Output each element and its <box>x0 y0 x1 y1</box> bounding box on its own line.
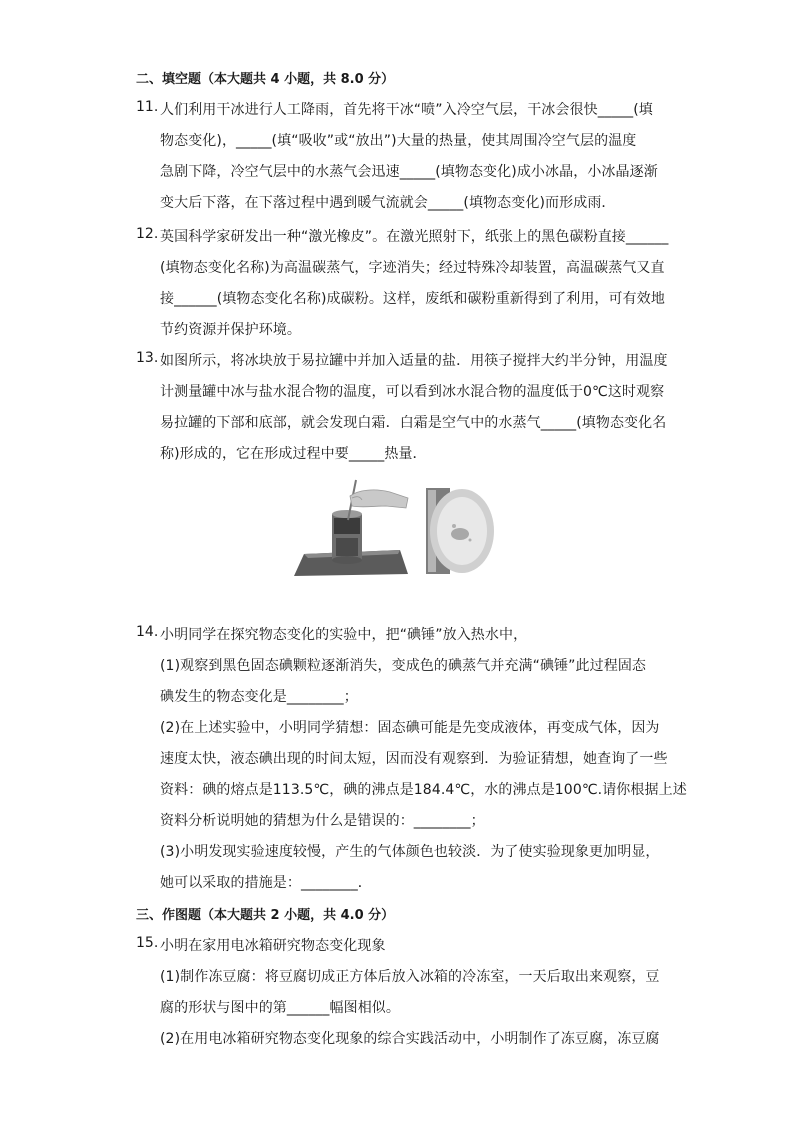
q11-line-4: 变大后下落，在下落过程中遇到暖气流就会_____(填物态变化)而形成雨． <box>160 195 616 211</box>
question-number-12: 12. <box>136 226 159 242</box>
question-number-11: 11. <box>136 99 159 115</box>
q14-line-7: 资料分析说明她的猜想为什么是错误的：________； <box>160 813 485 829</box>
q14-line-8: (3)小明发现实验速度较慢，产生的气体颜色也较淡．为了使实验现象更加明显， <box>160 844 660 860</box>
q14-line-3: 碘发生的物态变化是________； <box>160 689 358 705</box>
question-number-13: 13. <box>136 350 159 366</box>
q11-line-1: 人们利用干冰进行人工降雨，首先将干冰“喷”入冷空气层，干冰会很快_____(填 <box>160 102 653 118</box>
section-heading-fill-blank: 二、填空题（本大题共 4 小题，共 8.0 分） <box>136 72 395 87</box>
q13-line-1: 如图所示，将冰块放于易拉罐中并加入适量的盐．用筷子搅拌大约半分钟，用温度 <box>160 353 668 369</box>
q12-line-3: 接______(填物态变化名称)成碳粉。这样，废纸和碳粉重新得到了利用，可有效地 <box>160 291 665 307</box>
q15-line-4: (2)在用电冰箱研究物态变化现象的综合实践活动中，小明制作了冻豆腐，冻豆腐 <box>160 1031 660 1047</box>
q14-line-6: 资料：碘的熔点是113.5℃，碘的沸点是184.4℃，水的沸点是100℃.请你根据上述 <box>160 782 687 798</box>
stirring-can-photo <box>294 480 408 576</box>
q13-line-4: 称)形成的，它在形成过程中要_____热量． <box>160 446 427 462</box>
q14-line-5: 速度太快，液态碘出现的时间太短，因而没有观察到．为验证猜想，她查询了一些 <box>160 751 668 767</box>
q11-line-3: 急剧下降，冷空气层中的水蒸气会迅速_____(填物态变化)成小冰晶，小冰晶逐渐 <box>160 164 658 180</box>
q11-line-2: 物态变化)，_____(填“吸收”或“放出”)大量的热量，使其周围冷空气层的温度 <box>160 133 637 149</box>
q14-line-4: (2)在上述实验中，小明同学猜想：固态碘可能是先变成液体，再变成气体，因为 <box>160 720 660 736</box>
question-number-15: 15. <box>136 935 159 951</box>
q12-line-2: (填物态变化名称)为高温碳蒸气，字迹消失；经过特殊冷却装置，高温碳蒸气又直 <box>160 260 665 276</box>
frosted-can-bottom-photo <box>420 486 498 574</box>
q15-line-1: 小明在家用电冰箱研究物态变化现象 <box>160 938 386 954</box>
q12-line-4: 节约资源并保护环境。 <box>160 322 301 338</box>
q14-line-1: 小明同学在探究物态变化的实验中，把“碘锤”放入热水中， <box>160 627 528 643</box>
q12-line-1: 英国科学家研发出一种“激光橡皮”。在激光照射下，纸张上的黑色碳粉直接______ <box>160 229 669 245</box>
q15-line-3: 腐的形状与图中的第______幅图相似。 <box>160 1000 400 1016</box>
q13-line-3: 易拉罐的下部和底部，就会发现白霜．白霜是空气中的水蒸气_____(填物态变化名 <box>160 415 667 431</box>
q15-line-2: (1)制作冻豆腐：将豆腐切成正方体后放入冰箱的冷冻室，一天后取出来观察，豆 <box>160 969 660 985</box>
q14-line-2: (1)观察到黑色固态碘颗粒逐渐消失，变成色的碘蒸气并充满“碘锤”此过程固态 <box>160 658 647 674</box>
question-number-14: 14. <box>136 624 159 640</box>
q13-line-2: 计测量罐中冰与盐水混合物的温度，可以看到冰水混合物的温度低于0℃这时观察 <box>160 384 665 400</box>
q13-figure <box>290 478 500 580</box>
section-heading-drawing: 三、作图题（本大题共 2 小题，共 4.0 分） <box>136 908 395 923</box>
q14-line-9: 她可以采取的措施是：________． <box>160 875 372 891</box>
